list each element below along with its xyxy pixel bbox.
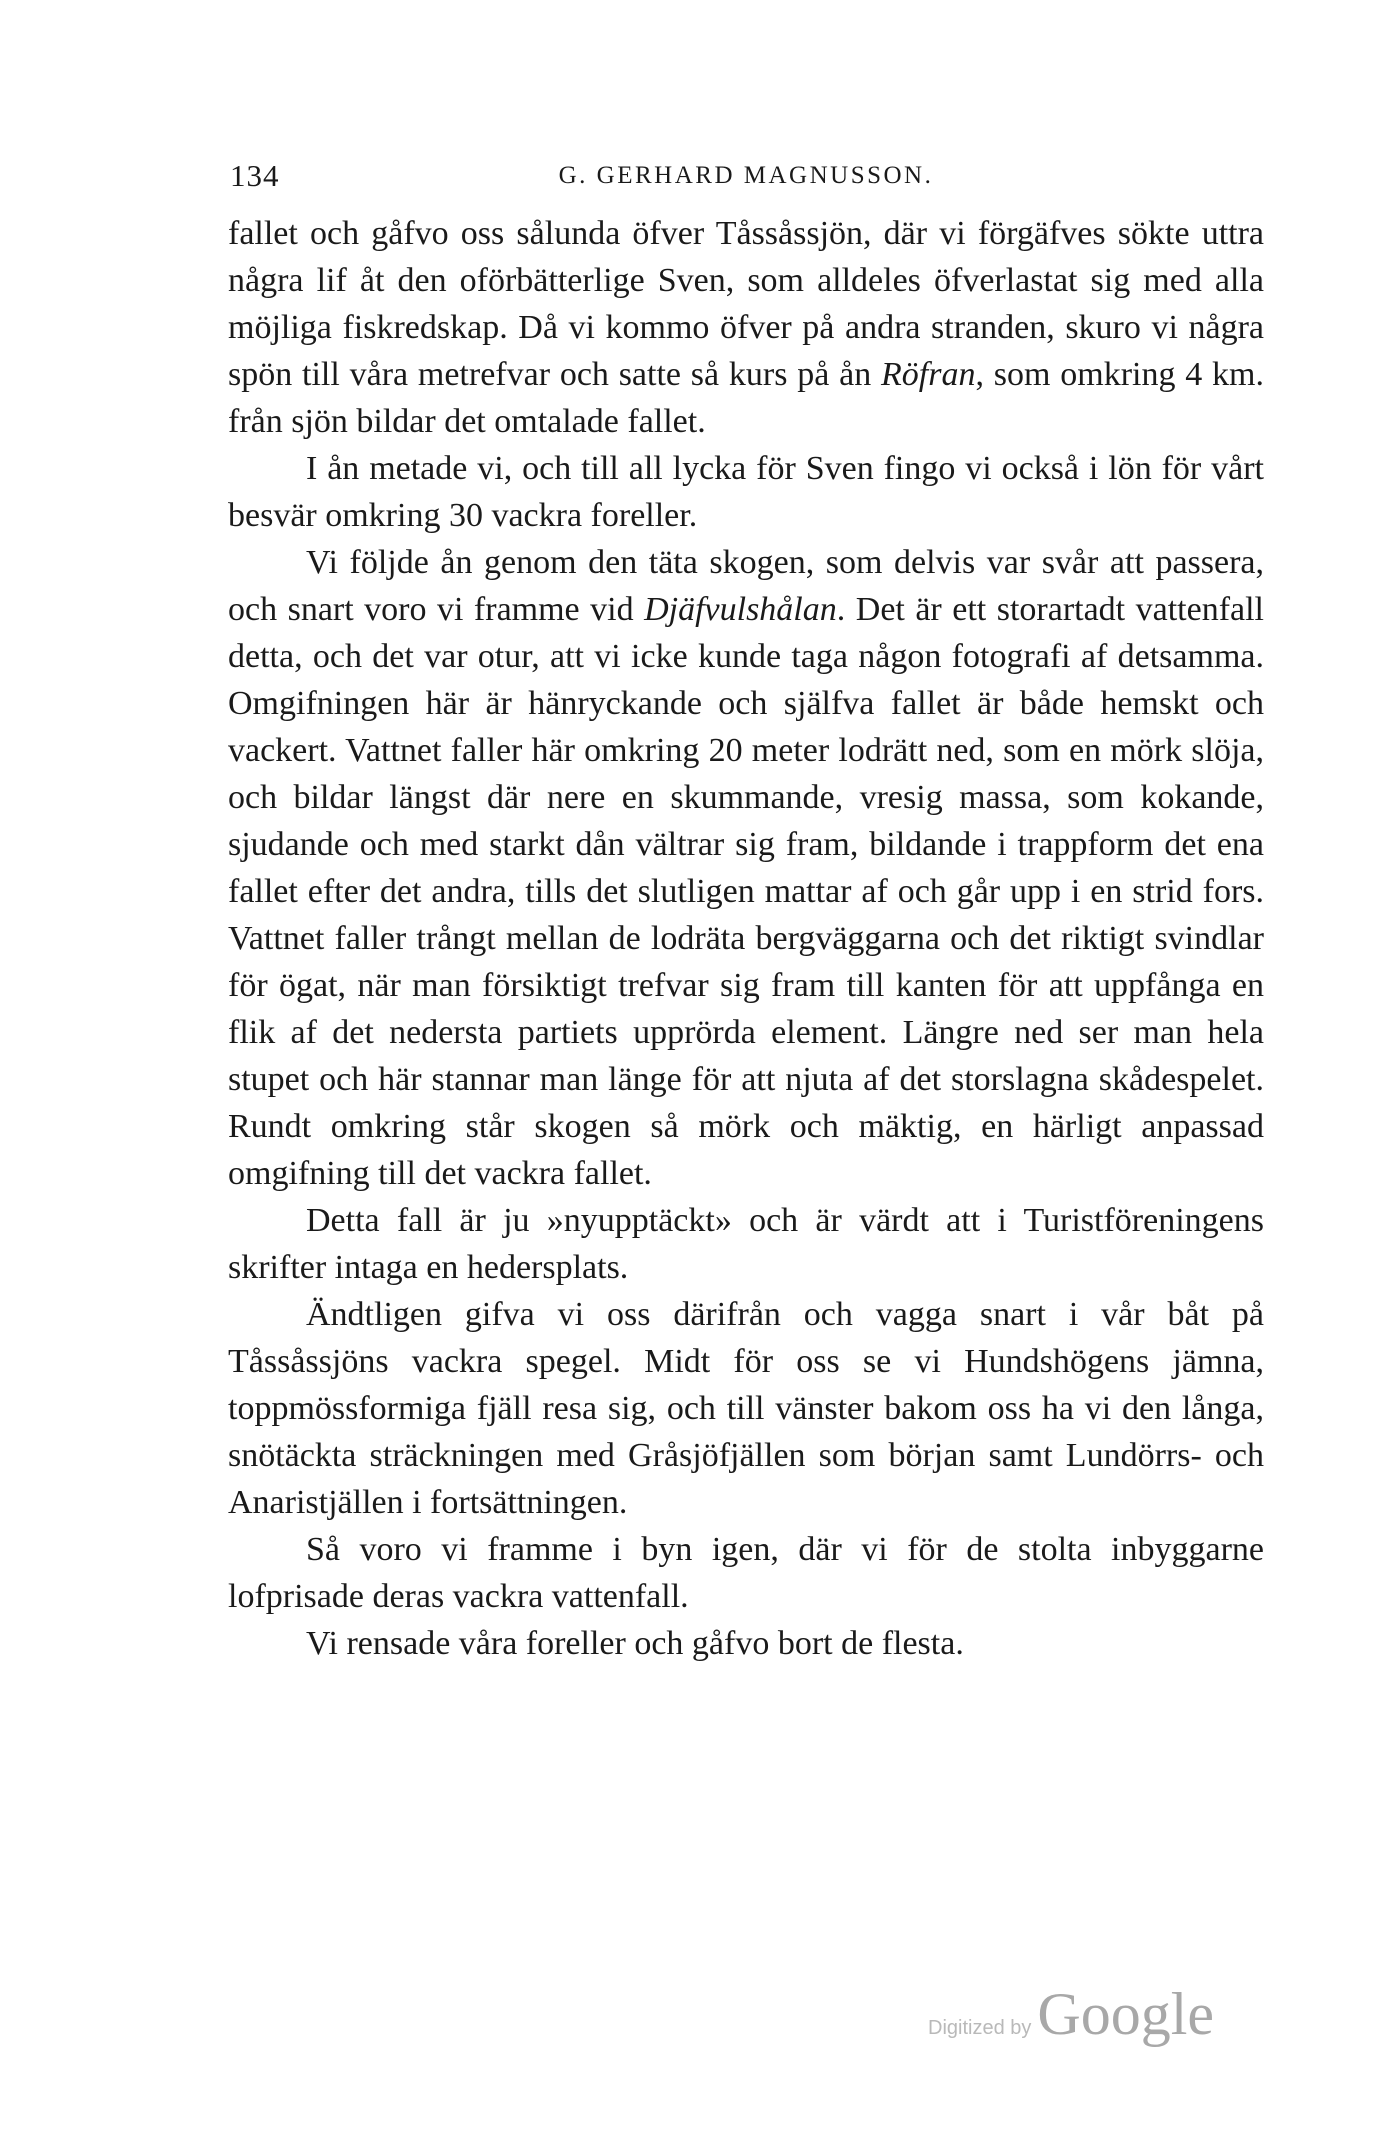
digitized-by-google-watermark [928, 1980, 1214, 2060]
paragraph-2 [228, 445, 1264, 539]
paragraph-5 [228, 1291, 1264, 1526]
paragraph-6 [228, 1526, 1264, 1620]
paragraph-text: , som omkring 4 km. från sjön bildar det omtalade fallet. [228, 356, 1264, 440]
place-name-djafvulshalan: Djäfvulshålan [644, 591, 837, 628]
page-header [228, 150, 1264, 202]
google-logo: Google [1037, 1981, 1215, 2047]
book-page [228, 150, 1264, 1667]
paragraph-text: Detta fall är ju »nyupptäckt» och är värdt att i Turistföreningens skrifter intaga en hedersplats. [228, 1202, 1264, 1286]
paragraph-text: fallet och gåfvo oss sålunda öfver Tåssåssjön, där vi förgäfves sökte uttra några lif åt den oförbätterlige Sven, som alldeles öfverlastat sig med alla möjliga fiskredskap. Då vi kommo öfver på andra stranden, skuro vi några spön till våra metrefvar och satte så kurs på ån [228, 215, 1264, 393]
paragraph-text: Vi rensade våra foreller och gåfvo bort de flesta. [306, 1625, 964, 1662]
paragraph-text: I ån metade vi, och till all lycka för Sven fingo vi också i lön för vårt besvär omkring 30 vackra foreller. [228, 450, 1264, 534]
paragraph-text: Ändtligen gifva vi oss därifrån och vagga snart i vår båt på Tåssåssjöns vackra spegel. Midt för oss se vi Hundshögens jämna, toppmössformiga fjäll resa sig, och till vänster bakom oss ha vi den långa, snötäckta sträckningen med Gråsjöfjällen som början samt Lundörrs- och Anaristjällen i fortsättningen. [228, 1296, 1264, 1521]
digitized-label: Digitized by [928, 2017, 1032, 2039]
page-number: 134 [230, 158, 280, 193]
paragraph-text: Så voro vi framme i byn igen, där vi för de stolta inbyggarne lofprisade deras vackra vattenfall. [228, 1531, 1264, 1615]
body-text [228, 210, 1264, 1667]
running-head: G. GERHARD MAGNUSSON. [558, 162, 934, 189]
paragraph-4 [228, 1197, 1264, 1291]
place-name-rofran: Röfran [881, 356, 976, 393]
paragraph-text: . Det är ett storartadt vattenfall detta, och det var otur, att vi icke kunde taga någon fotografi af detsamma. Omgifningen här är hänryckande och själfva fallet är både hemskt och vackert. Vattnet faller här omkring 20 meter lodrätt ned, som en mörk slöja, och bildar längst där nere en skummande, vresig massa, som kokande, sjudande och med starkt dån vältrar sig fram, bildande i trappform det ena fallet efter det andra, tills det slutligen mattar af och går upp i en strid fors. Vattnet faller trångt mellan de lodräta bergväggarna och det riktigt svindlar för ögat, när man försiktigt trefvar sig fram till kanten för att uppfånga en flik af det nedersta partiets upprörda element. Längre ned ser man hela stupet och här stannar man länge för att njuta af det storslagna skådespelet. Rundt omkring står skogen så mörk och mäktig, en härligt anpassad omgifning till det vackra fallet. [228, 591, 1265, 1192]
paragraph-1 [228, 210, 1264, 445]
paragraph-text: Vi följde ån genom den täta skogen, som delvis var svår att passera, och snart voro vi framme vid [228, 544, 1264, 628]
paragraph-7 [228, 1620, 1264, 1667]
paragraph-3 [228, 539, 1264, 1197]
